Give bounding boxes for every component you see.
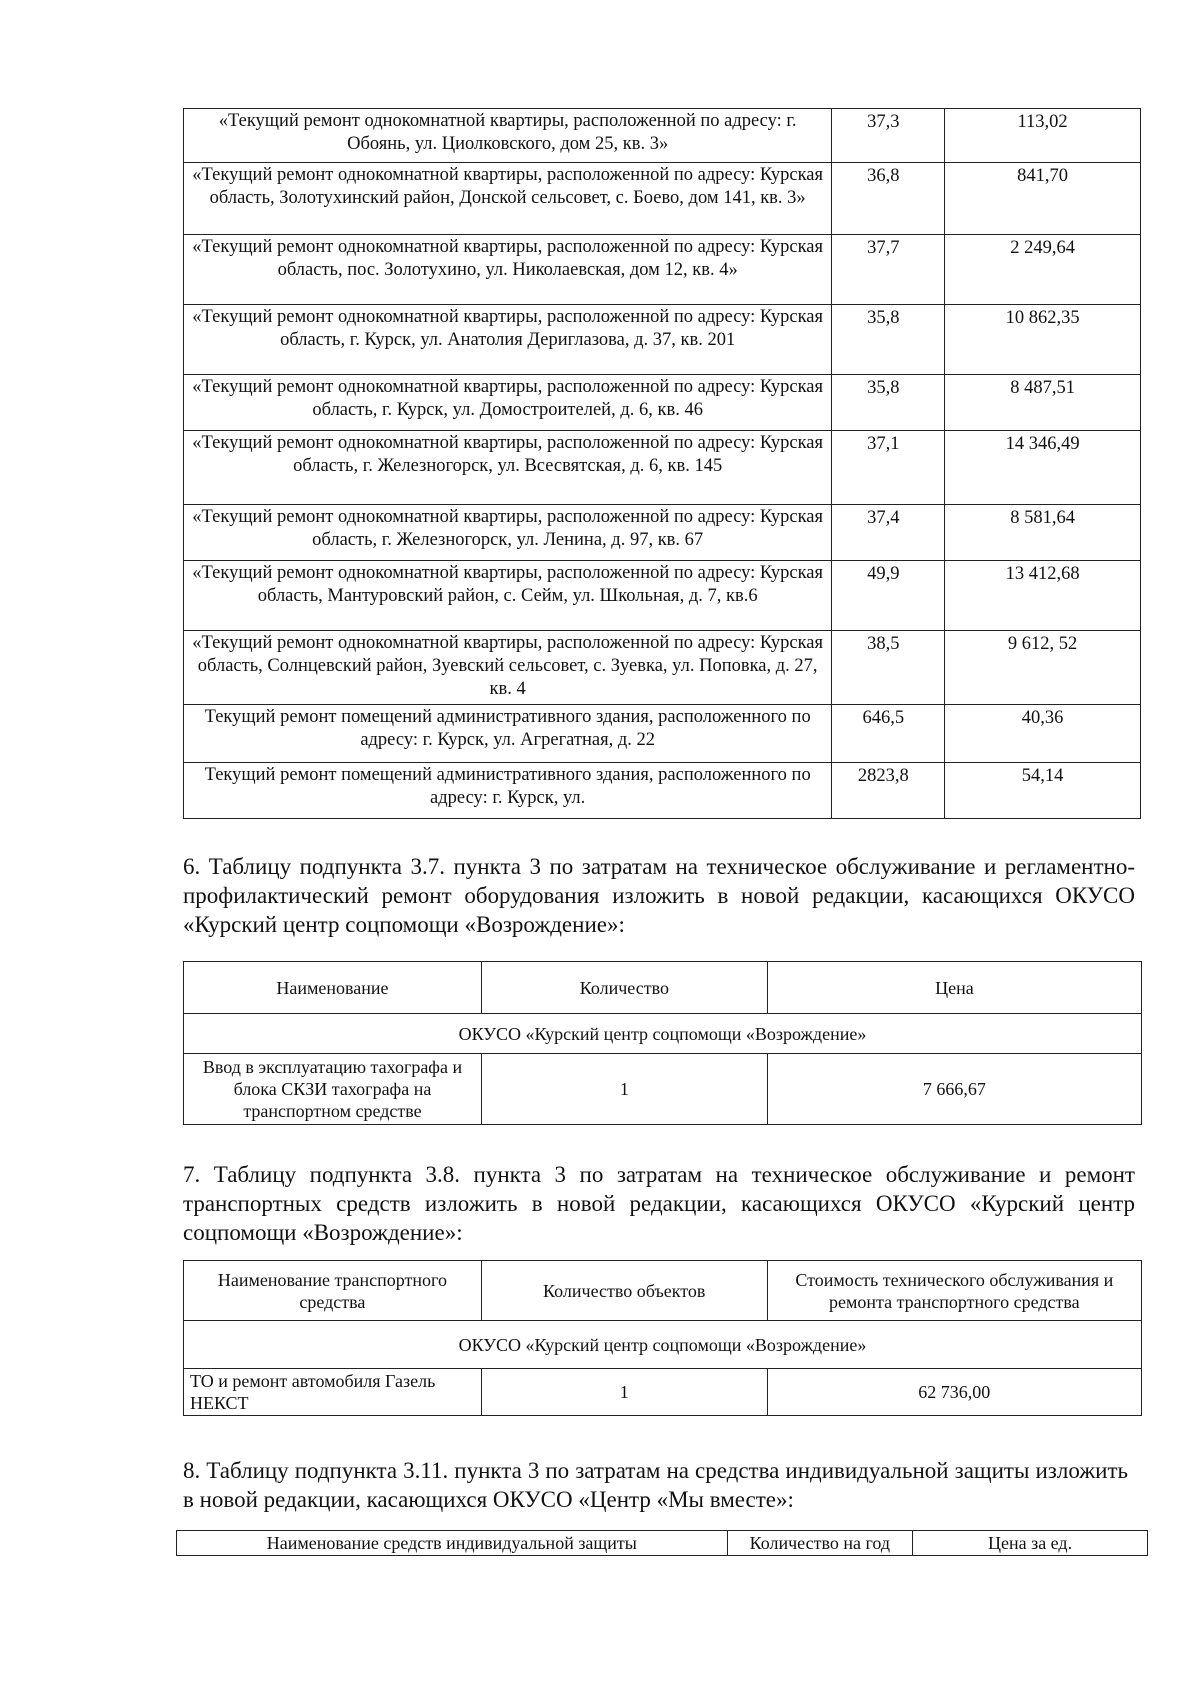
object-name-cell: Текущий ремонт помещений административного здания, расположенного по адресу: г. Курск, ул. Агрегатная, д. 22 [184,705,832,763]
area-cell: 2823,8 [832,763,945,819]
table-3-8 [183,1260,1142,1416]
area-cell: 35,8 [832,375,945,431]
table-row [184,705,1141,763]
table-header-row [177,1531,1148,1556]
table-header-row [184,962,1142,1014]
repair-cost-table [183,108,1141,819]
quantity-cell: 1 [481,1369,767,1416]
price-cell: 9 612, 52 [945,631,1141,705]
object-name-cell: «Текущий ремонт однокомнатной квартиры, расположенной по адресу: Курская область, Золотухинский район, Донской сельсовет, с. Боево, дом 141, кв. 3» [184,163,832,235]
header-vehicle-name: Наименование транспортного средства [184,1261,482,1321]
table-row [184,235,1141,305]
price-cell: 14 346,49 [945,431,1141,505]
table-row [184,109,1141,163]
header-annual-quantity: Количество на год [727,1531,912,1556]
table-row [184,631,1141,705]
price-cell: 54,14 [945,763,1141,819]
area-cell: 49,9 [832,561,945,631]
org-row [184,1321,1142,1369]
table-row [184,163,1141,235]
table-row [184,505,1141,561]
object-name-cell: «Текущий ремонт однокомнатной квартиры, расположенной по адресу: Курская область, г. Железногорск, ул. Всесвятская, д. 6, кв. 145 [184,431,832,505]
area-cell: 37,3 [832,109,945,163]
table-row [184,1054,1142,1125]
price-cell: 7 666,67 [767,1054,1141,1125]
header-price: Цена [767,962,1141,1014]
object-name-cell: «Текущий ремонт однокомнатной квартиры, расположенной по адресу: Курская область, Солнцевский район, Зуевский сельсовет, с. Зуевка, ул. Поповка, д. 27, кв. 4 [184,631,832,705]
org-row [184,1014,1142,1054]
table-row [184,431,1141,505]
paragraph-7: 7. Таблицу подпункта 3.8. пункта 3 по затратам на техническое обслуживание и ремонт транспортных средств изложить в новой редакции, касающихся ОКУСО «Курский центр соцпомощи «Возрождение»: [183,1162,1135,1245]
item-name-cell: ТО и ремонт автомобиля Газель НЕКСТ [184,1369,482,1416]
paragraph-8: 8. Таблицу подпункта 3.11. пункта 3 по затратам на средства индивидуальной защиты изложить в новой редакции, касающихся ОКУСО «Центр «Мы вместе»: [183,1458,1128,1512]
quantity-cell: 1 [481,1054,767,1125]
header-service-cost: Стоимость технического обслуживания и ремонта транспортного средства [767,1261,1141,1321]
table-row [184,561,1141,631]
object-name-cell: «Текущий ремонт однокомнатной квартиры, расположенной по адресу: Курская область, Мантуровский район, с. Сейм, ул. Школьная, д. 7, кв.6 [184,561,832,631]
header-object-count: Количество объектов [481,1261,767,1321]
price-cell: 8 581,64 [945,505,1141,561]
price-cell: 62 736,00 [767,1369,1141,1416]
header-ppe-name: Наименование средств индивидуальной защиты [177,1531,728,1556]
object-name-cell: Текущий ремонт помещений административного здания, расположенного по адресу: г. Курск, ул. [184,763,832,819]
item-name-cell: Ввод в эксплуатацию тахографа и блока СКЗИ тахографа на транспортном средстве [184,1054,482,1125]
object-name-cell: «Текущий ремонт однокомнатной квартиры, расположенной по адресу: Курская область, г. Курск, ул. Анатолия Дериглазова, д. 37, кв. 201 [184,305,832,375]
price-cell: 10 862,35 [945,305,1141,375]
header-quantity: Количество [481,962,767,1014]
price-cell: 841,70 [945,163,1141,235]
area-cell: 37,7 [832,235,945,305]
header-name: Наименование [184,962,482,1014]
object-name-cell: «Текущий ремонт однокомнатной квартиры, расположенной по адресу: Курская область, г. Курск, ул. Домостроителей, д. 6, кв. 46 [184,375,832,431]
object-name-cell: «Текущий ремонт однокомнатной квартиры, расположенной по адресу: г. Обоянь, ул. Циолковского, дом 25, кв. 3» [184,109,832,163]
table-3-11 [176,1530,1148,1556]
area-cell: 37,4 [832,505,945,561]
price-cell: 113,02 [945,109,1141,163]
paragraph-6: 6. Таблицу подпункта 3.7. пункта 3 по затратам на техническое обслуживание и регламентно-профилактический ремонт оборудования изложить в новой редакции, касающихся ОКУСО «Курский центр соцпомощи «Возрождение»: [183,854,1135,937]
area-cell: 36,8 [832,163,945,235]
table-row [184,1369,1142,1416]
price-cell: 13 412,68 [945,561,1141,631]
table-row [184,763,1141,819]
header-unit-price: Цена за ед. [913,1531,1148,1556]
table-row [184,305,1141,375]
org-name: ОКУСО «Курский центр соцпомощи «Возрождение» [184,1321,1142,1369]
object-name-cell: «Текущий ремонт однокомнатной квартиры, расположенной по адресу: Курская область, пос. Золотухино, ул. Николаевская, дом 12, кв. 4» [184,235,832,305]
area-cell: 35,8 [832,305,945,375]
table-header-row [184,1261,1142,1321]
price-cell: 40,36 [945,705,1141,763]
area-cell: 646,5 [832,705,945,763]
object-name-cell: «Текущий ремонт однокомнатной квартиры, расположенной по адресу: Курская область, г. Железногорск, ул. Ленина, д. 97, кв. 67 [184,505,832,561]
table-3-7 [183,961,1142,1125]
table-row [184,375,1141,431]
price-cell: 8 487,51 [945,375,1141,431]
area-cell: 38,5 [832,631,945,705]
area-cell: 37,1 [832,431,945,505]
org-name: ОКУСО «Курский центр соцпомощи «Возрождение» [184,1014,1142,1054]
price-cell: 2 249,64 [945,235,1141,305]
